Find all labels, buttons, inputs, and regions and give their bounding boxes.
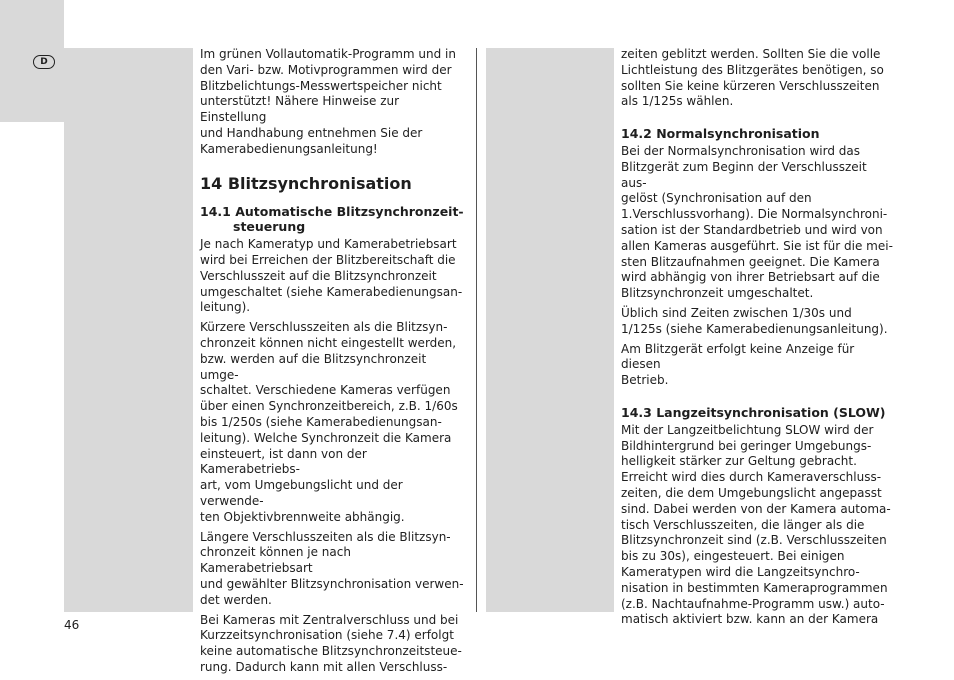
- paragraph: Mit der Langzeitbelichtung SLOW wird der Bildhintergrund bei geringer Umgebungs- helligkeit stärker zur Geltung gebracht. Erreicht wird dies durch Kameraverschluss- zeiten, die dem Umgebungslicht angepasst sind. Dabei werden von der Kamera automa- tisch Verschlusszeiten, die länger als die Blitzsynchronzeit sind (z.B. Verschlusszeiten bis zu 30s), eingesteuert. Bei einigen Kameratypen wird die Langzeitsynchro- nisation in bestimmten Kameraprogrammen (z.B. Nachtaufnahme-Programm usw.) auto- matisch aktiviert bzw. kann an der Kamera: [621, 422, 891, 627]
- subsection-title-14-3: 14.3 Langzeitsynchronisation (SLOW): [621, 404, 886, 420]
- column-divider: [476, 48, 477, 612]
- right-margin-bar: [486, 48, 614, 612]
- paragraph: Längere Verschlusszeiten als die Blitzsyn- chronzeit können je nach Kamerabetriebsart und gewählter Blitzsynchronisation verwen- det werden.: [200, 529, 464, 607]
- paragraph: Kürzere Verschlusszeiten als die Blitzsyn- chronzeit können nicht eingestellt werden, bzw. werden auf die Blitzsynchronzeit umge- schaltet. Verschiedene Kameras verfügen über einen Synchronzeitbereich, z.B. 1/60s bis 1/250s (siehe Kamerabedienungsan- leitung). Welche Synchronzeit die Kamera einsteuert, ist dann von der Kamerabetriebs- art, vom Umgebungslicht und der verwende- ten Objektivbrennweite abhängig.: [200, 320, 458, 524]
- section-title: 14 Blitzsynchronisation: [200, 173, 412, 193]
- paragraph: Je nach Kameratyp und Kamerabetriebsart wird bei Erreichen der Blitzbereitschaft die Verschlusszeit auf die Blitzsynchronzeit umgeschaltet (siehe Kamerabedienungsan- leitung).: [200, 237, 463, 315]
- continuation-paragraph: zeiten geblitzt werden. Sollten Sie die volle Lichtleistung des Blitzgerätes benötigen, so sollten Sie keine kürzeren Verschlusszeiten als 1/125s wählen.: [621, 47, 884, 109]
- paragraph: Am Blitzgerät erfolgt keine Anzeige für diesen Betrieb.: [621, 341, 855, 388]
- subsection-title-14-1: [200, 204, 466, 236]
- paragraph: Üblich sind Zeiten zwischen 1/30s und 1/125s (siehe Kamerabedienungsanleitung).: [621, 305, 888, 336]
- intro-paragraph: Im grünen Vollautomatik-Programm und in den Vari- bzw. Motivprogrammen wird der Blitzbelichtungs-Messwertspeicher nicht unterstützt! Nähere Hinweise zur Einstellung und Handhabung entnehmen Sie der Kamerabedienungsanleitung!: [200, 47, 456, 156]
- subsection-title-14-2: 14.2 Normalsynchronisation: [621, 126, 820, 142]
- subsection-title-14-1-text: 14.1 Automatische Blitzsynchronzeit- steuerung: [200, 203, 464, 235]
- left-column: [200, 47, 466, 680]
- paragraph: Bei der Normalsynchronisation wird das Blitzgerät zum Beginn der Verschlusszeit aus- gelöst (Synchronisation auf den 1.Verschlussvorhang). Die Normalsynchroni- sation ist der Standardbetrieb und wird von allen Kameras ausgeführt. Sie ist für die mei- sten Blitzaufnahmen geeignet. Die Kamera wird abhängig von ihrer Betriebsart auf die Blitzsynchronzeit umgeschaltet.: [621, 143, 893, 301]
- language-badge: D: [33, 55, 55, 69]
- left-margin-bar: [64, 48, 193, 612]
- right-column: [621, 47, 893, 632]
- page-number: 46: [64, 618, 80, 632]
- paragraph: Bei Kameras mit Zentralverschluss und bei Kurzzeitsynchronisation (siehe 7.4) erfolgt keine automatische Blitzsynchronzeitsteue- rung. Dadurch kann mit allen Verschluss-: [200, 612, 462, 674]
